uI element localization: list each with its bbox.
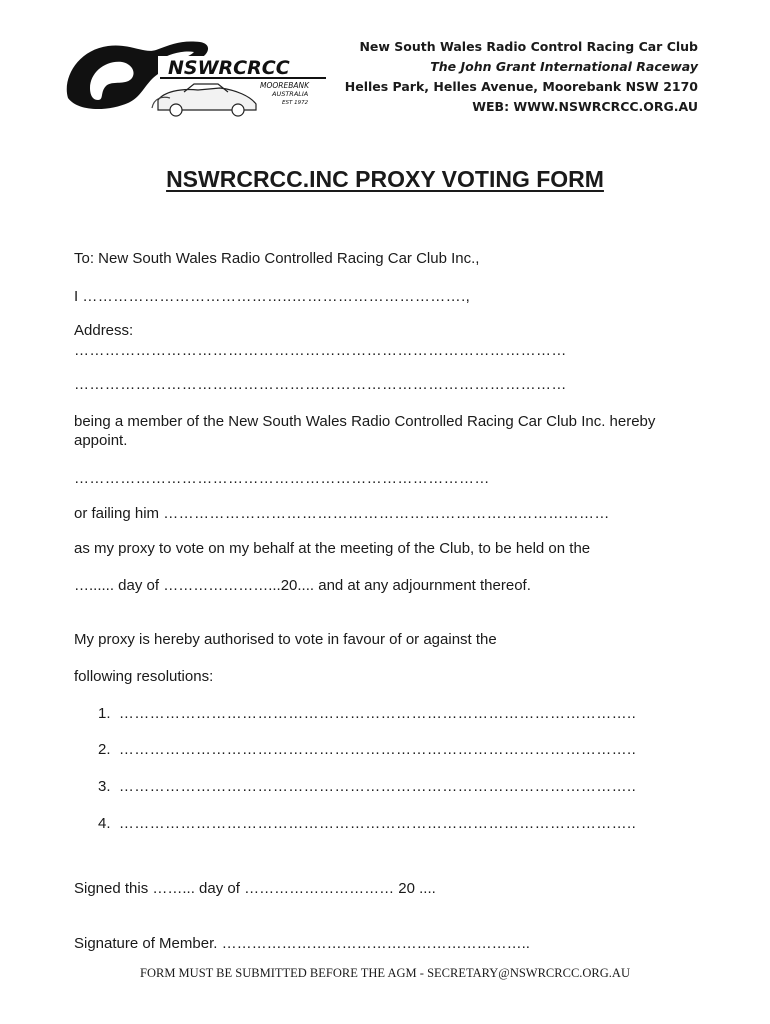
svg-text:MOOREBANK: MOOREBANK <box>260 81 310 90</box>
address-label: Address: <box>74 322 134 339</box>
submission-notice: FORM MUST BE SUBMITTED BEFORE THE AGM - SECRETARY@NSWRCRCC.ORG.AU <box>140 966 630 980</box>
address-field-2[interactable]: …………………………………………………………………………………… <box>74 376 567 393</box>
car-illustration <box>152 84 256 116</box>
signed-date-line[interactable]: Signed this ……... day of ………………………… 20 .... <box>74 880 436 897</box>
following-label: following resolutions: <box>74 668 214 685</box>
resolution-2[interactable]: 2. ……………………………………………………………………………………….. <box>98 741 637 758</box>
svg-text:EST 1972: EST 1972 <box>282 100 309 106</box>
venue-name: The John Grant International Raceway <box>430 59 698 74</box>
name-label: I <box>74 288 79 305</box>
club-logo <box>60 38 328 120</box>
failing-line <box>74 505 610 523</box>
club-website: WEB: WWW.NSWRCRCC.ORG.AU <box>472 99 698 114</box>
org-name: New South Wales Radio Control Racing Car Club <box>359 39 698 54</box>
club-header <box>345 37 698 117</box>
authorised-statement: My proxy is hereby authorised to vote in favour of or against the <box>74 631 497 648</box>
club-address: Helles Park, Helles Avenue, Moorebank NSW 2170 <box>344 79 698 94</box>
form-title: NSWRCRCC.INC PROXY VOTING FORM <box>166 166 604 192</box>
resolution-4[interactable]: 4. ……………………………………………………………………………………….. <box>98 815 637 832</box>
logo-text: NSWRCRCC <box>168 57 290 79</box>
alternate-appointee-field[interactable]: …………………………………………………………………………… <box>163 505 610 522</box>
address-field-1[interactable]: …………………………………………………………………………………… <box>74 342 567 359</box>
svg-text:AUSTRALIA: AUSTRALIA <box>272 90 309 98</box>
resolution-1[interactable]: 1. ……………………………………………………………………………………….. <box>98 705 637 722</box>
name-field[interactable]: …………………………………..……………………………., <box>82 288 471 305</box>
to-line: To: New South Wales Radio Controlled Racing Car Club Inc., <box>74 250 480 267</box>
signature-line[interactable]: Signature of Member. …………………………………………………….. <box>74 935 530 952</box>
meeting-date-line[interactable]: …...... day of …………………...20.... and at any adjournment thereof. <box>74 577 531 594</box>
failing-label: or failing him <box>74 505 160 522</box>
member-statement: being a member of the New South Wales Radio Controlled Racing Car Club Inc. hereby appoint. <box>74 413 656 449</box>
appointee-field[interactable]: ……………………………………………………………………… <box>74 470 490 487</box>
resolution-3[interactable]: 3. ……………………………………………………………………………………….. <box>98 778 637 795</box>
proxy-statement: as my proxy to vote on my behalf at the meeting of the Club, to be held on the <box>74 540 591 557</box>
name-line <box>74 288 470 306</box>
